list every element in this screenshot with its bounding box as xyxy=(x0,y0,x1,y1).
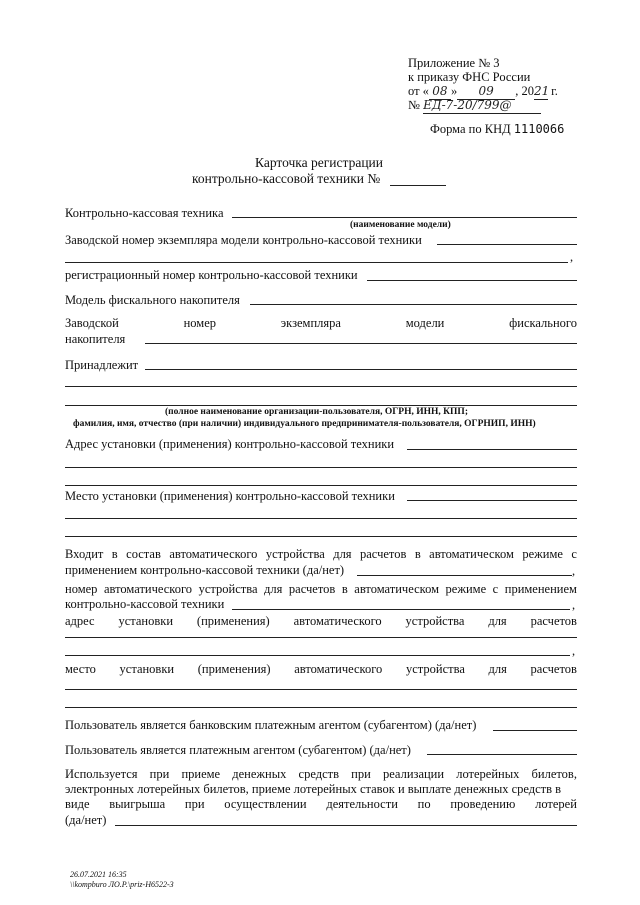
word: для xyxy=(488,614,507,628)
date-day: 08 xyxy=(429,84,451,100)
serial-line xyxy=(437,244,577,245)
address-label: Адрес установки (применения) контрольно-кассовой техники xyxy=(65,437,395,451)
form-label: Форма по КНД xyxy=(430,122,511,136)
word: расчетов xyxy=(530,662,577,676)
owner-hint-1: (полное наименование организации-пользователя, ОГРН, ИНН, КПП; xyxy=(165,407,468,417)
word: для xyxy=(333,547,352,561)
owner-line-2 xyxy=(65,386,577,387)
auto-addr-line-2 xyxy=(65,655,570,656)
auto-place-label xyxy=(65,662,577,677)
word: денежных xyxy=(232,767,287,781)
card-title: Карточка регистрации xyxy=(255,155,383,170)
auto-addr-line-1 xyxy=(65,637,577,638)
word: в xyxy=(341,582,348,596)
word: расчетов xyxy=(530,614,577,628)
owner-line-1 xyxy=(145,369,577,370)
word: выигрыша xyxy=(109,797,166,811)
word: применением xyxy=(504,582,577,596)
appendix-order-number xyxy=(408,98,541,114)
word: автоматическом xyxy=(429,547,514,561)
word: при xyxy=(149,767,170,781)
owner-label: Принадлежит xyxy=(65,358,139,372)
word: устройства xyxy=(405,614,465,628)
lottery-yesno-line xyxy=(115,825,577,826)
form-code xyxy=(430,122,564,137)
word: автоматического xyxy=(293,614,382,628)
word: автоматическом xyxy=(354,582,439,596)
serial-line-2 xyxy=(65,262,568,263)
owner-hint-2: фамилия, имя, отчество (при наличии) индивидуального предпринимателя-пользователя, ОГРНИП, ИНН) xyxy=(73,419,536,429)
word: при xyxy=(351,767,371,781)
word: режиме xyxy=(445,582,487,596)
word: осуществлении xyxy=(224,797,307,811)
kkt-label: Контрольно-кассовая техника xyxy=(65,206,224,220)
word: место xyxy=(65,662,96,676)
word: модели xyxy=(405,316,445,330)
word: режиме xyxy=(522,547,563,561)
word: автоматического xyxy=(103,582,193,596)
word: номер xyxy=(65,582,98,596)
word: для xyxy=(264,582,283,596)
word: деятельности xyxy=(326,797,398,811)
word: автоматического xyxy=(169,547,258,561)
fn-model-label: Модель фискального накопителя xyxy=(65,293,240,307)
date-suffix: г. xyxy=(547,84,558,98)
form-code-value: 1110066 xyxy=(513,122,565,136)
footer-path: \\kompburo ЛО.Р.\priz-Н6522-3 xyxy=(70,880,174,889)
auto-num-line xyxy=(232,609,570,610)
fn-serial-line xyxy=(145,343,577,344)
word: проведению xyxy=(450,797,516,811)
word: при xyxy=(184,797,205,811)
place-line-2 xyxy=(65,518,577,519)
word: устройства xyxy=(198,582,258,596)
regnum-label: регистрационный номер контрольно-кассовой техники xyxy=(65,268,358,282)
place-line-3 xyxy=(65,536,577,537)
pay-agent-line xyxy=(427,754,577,755)
word: с xyxy=(492,582,499,596)
word: билетов, xyxy=(531,767,577,781)
word: для xyxy=(488,662,507,676)
auto-place-line-1 xyxy=(65,689,577,690)
auto-label-line2: применением контрольно-кассовой техники (да/нет) xyxy=(65,563,345,577)
address-line-3 xyxy=(65,485,577,486)
kkt-model-hint: (наименование модели) xyxy=(350,220,451,230)
word: номер xyxy=(183,316,217,330)
word: расчетов xyxy=(360,547,407,561)
word: Используется xyxy=(65,767,138,781)
lottery-line2: электронных лотерейных билетов, приеме лотерейных ставок и выплате денежных средств в xyxy=(65,782,562,796)
lottery-line3 xyxy=(65,797,577,812)
owner-line-3 xyxy=(65,405,577,406)
appendix-order: к приказу ФНС России xyxy=(408,70,531,84)
footer-timestamp: 26.07.2021 16:35 xyxy=(70,870,127,879)
word: Заводской xyxy=(65,316,119,330)
auto-num-line2: контрольно-кассовой техники xyxy=(65,597,225,611)
word: автоматического xyxy=(294,662,383,676)
auto-num-line1 xyxy=(65,582,577,597)
word: установки xyxy=(119,662,175,676)
fn-model-line xyxy=(250,304,577,305)
order-num-value: ЕД-7-20/799@ xyxy=(423,98,541,114)
appendix-number: Приложение № 3 xyxy=(408,56,500,70)
auto-label-line1 xyxy=(65,547,577,562)
lottery-line4: (да/нет) xyxy=(65,813,107,827)
bank-agent-label: Пользователь является банковским платежным агентом (субагентом) (да/нет) xyxy=(65,718,477,732)
date-year-prefix: , 20 xyxy=(515,84,534,98)
fn-serial-label-line1 xyxy=(65,316,577,331)
word: с xyxy=(571,547,577,561)
word: по xyxy=(417,797,431,811)
date-year: 21 xyxy=(533,84,550,98)
word: Входит xyxy=(65,547,104,561)
regnum-line xyxy=(367,280,577,281)
place-line-1 xyxy=(407,500,577,501)
pay-agent-label: Пользователь является платежным агентом (субагентом) (да/нет) xyxy=(65,743,411,757)
word: состав xyxy=(126,547,161,561)
word: лотерейных xyxy=(456,767,520,781)
address-line-2 xyxy=(65,467,577,468)
word: адрес xyxy=(65,614,95,628)
word: лотерей xyxy=(535,797,577,811)
word: (применения) xyxy=(196,614,270,628)
lottery-line1 xyxy=(65,767,577,782)
auto-addr-comma: , xyxy=(572,644,576,658)
auto-comma: , xyxy=(572,564,576,578)
word: приеме xyxy=(181,767,221,781)
fn-serial-label-line2: накопителя xyxy=(65,332,126,346)
word: средств xyxy=(298,767,340,781)
word: установки xyxy=(118,614,174,628)
serial-label: Заводской номер экземпляра модели контрольно-кассовой техники xyxy=(65,233,422,247)
bank-agent-line xyxy=(493,730,577,731)
word: (применения) xyxy=(197,662,271,676)
date-prefix: от « xyxy=(408,84,429,98)
word: экземпляра xyxy=(280,316,341,330)
date-mid: » xyxy=(450,84,458,98)
card-number-line xyxy=(390,185,446,186)
address-line-1 xyxy=(407,449,577,450)
word: устройства xyxy=(405,662,465,676)
order-num-prefix: № xyxy=(408,98,420,112)
serial-comma: , xyxy=(570,250,574,264)
word: расчетов xyxy=(288,582,336,596)
auto-place-line-2 xyxy=(65,707,577,708)
place-label: Место установки (применения) контрольно-кассовой техники xyxy=(65,489,395,503)
word: реализации xyxy=(382,767,445,781)
word: в xyxy=(111,547,118,561)
word: фискального xyxy=(509,316,577,330)
auto-addr-label xyxy=(65,614,577,629)
word: устройства xyxy=(265,547,325,561)
word: в xyxy=(414,547,421,561)
auto-num-comma: , xyxy=(572,598,576,612)
auto-yesno-line xyxy=(357,575,572,576)
date-month: 09 xyxy=(457,84,515,100)
card-subtitle: контрольно-кассовой техники № xyxy=(192,171,381,186)
kkt-model-line xyxy=(232,217,577,218)
word: виде xyxy=(65,797,90,811)
